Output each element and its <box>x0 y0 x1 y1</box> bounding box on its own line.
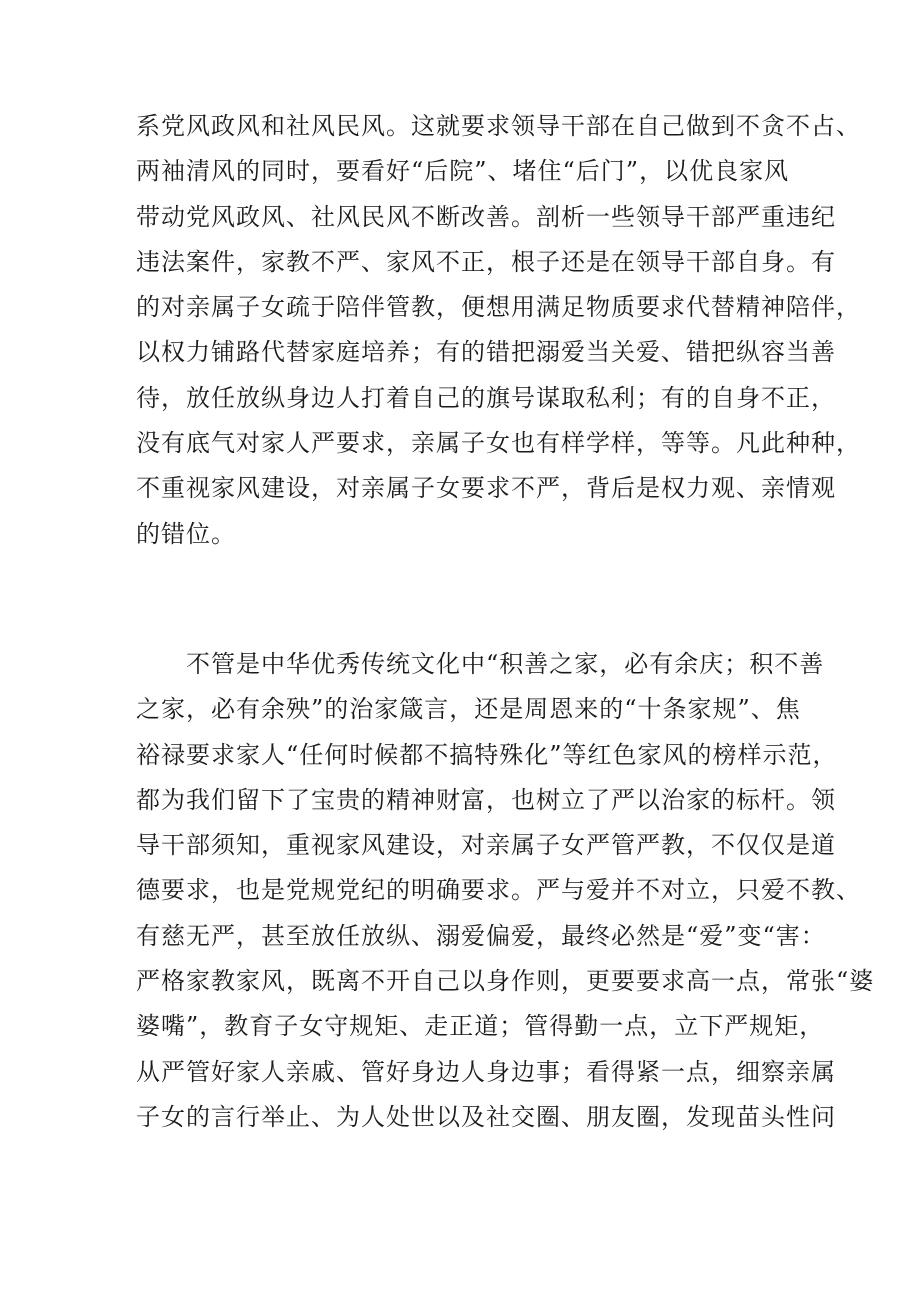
text-line: 导干部须知，重视家风建设，对亲属子女严管严教，不仅仅是道 <box>136 831 836 860</box>
text-line: 之家，必有余殃”的治家箴言，还是周恩来的“十条家规”、焦 <box>136 695 801 724</box>
text-line: 带动党风政风、社风民风不断改善。剖析一些领导干部严重违纪 <box>136 202 836 231</box>
text-line: 违法案件，家教不严、家风不正，根子还是在领导干部自身。有 <box>136 247 836 276</box>
text-line: 以权力铺路代替家庭培养；有的错把溺爱当关爱、错把纵容当善 <box>136 338 836 367</box>
text-line: 不管是中华优秀传统文化中“积善之家，必有余庆；积不善 <box>136 650 825 678</box>
text-line: 德要求，也是党规党纪的明确要求。严与爱并不对立，只爱不教、 <box>136 876 861 905</box>
text-line: 婆嘴”，教育子女守规矩、走正道；管得勤一点，立下严规矩， <box>136 1012 825 1041</box>
paragraph-2 <box>136 642 875 1140</box>
text-line: 两袖清风的同时，要看好“后院”、堵住“后门”，以优良家风 <box>136 157 790 186</box>
text-line: 的对亲属子女疏于陪伴管教，便想用满足物质要求代替精神陪伴， <box>136 293 861 322</box>
text-line: 没有底气对家人严要求，亲属子女也有样学样，等等。凡此种种， <box>136 429 861 458</box>
text-line: 不重视家风建设，对亲属子女要求不严，背后是权力观、亲情观 <box>136 474 836 503</box>
text-line: 裕禄要求家人“任何时候都不搞特殊化”等红色家风的榜样示范， <box>136 740 838 769</box>
text-line: 子女的言行举止、为人处世以及社交圈、朋友圈，发现苗头性问 <box>136 1102 836 1131</box>
text-line: 都为我们留下了宝贵的精神财富，也树立了严以治家的标杆。领 <box>136 785 836 814</box>
paragraph-1 <box>136 104 861 557</box>
text-line: 严格家教家风，既离不开自己以身作则，更要要求高一点，常张“婆 <box>136 967 875 996</box>
text-line: 待，放任放纵身边人打着自己的旗号谋取私利；有的自身不正， <box>136 383 836 412</box>
text-line: 从严管好家人亲戚、管好身边人身边事；看得紧一点，细察亲属 <box>136 1057 836 1086</box>
text-line: 系党风政风和社风民风。这就要求领导干部在自己做到不贪不占、 <box>136 112 861 140</box>
text-line: 的错位。 <box>136 519 236 548</box>
text-line: 有慈无严，甚至放任放纵、溺爱偏爱，最终必然是“爱”变“害： <box>136 921 826 950</box>
